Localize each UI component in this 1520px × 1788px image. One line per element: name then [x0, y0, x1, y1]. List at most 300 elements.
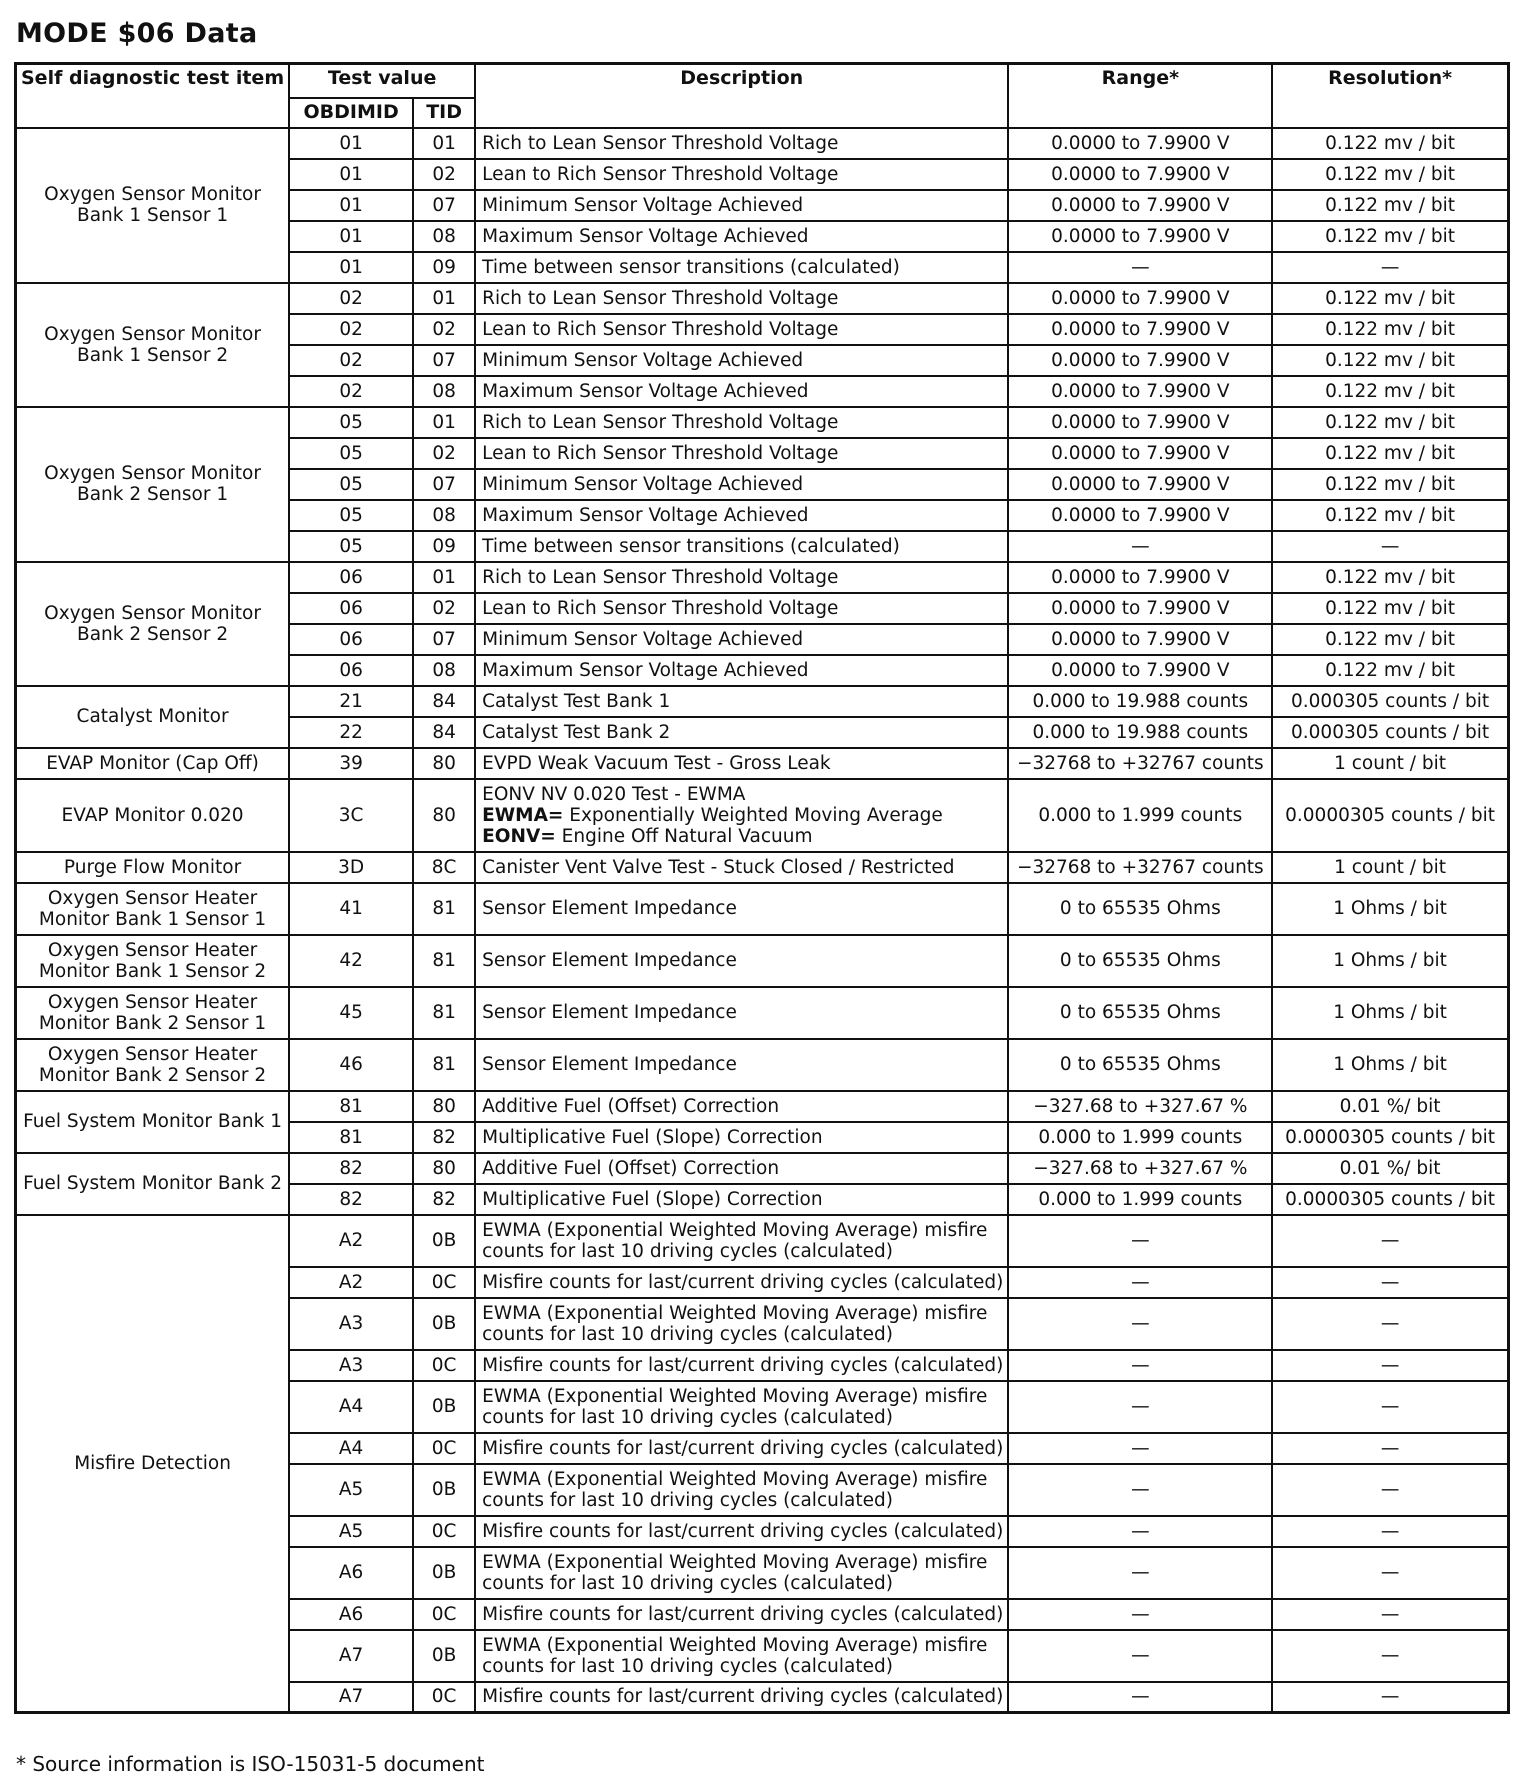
description-cell: [475, 779, 1008, 852]
tid-cell: 07: [413, 345, 475, 376]
test-item-name: Oxygen Sensor Heater Monitor Bank 1 Sensor 1: [16, 883, 290, 935]
description-cell: [475, 252, 1008, 283]
range-cell: 0.0000 to 7.9900 V: [1008, 500, 1272, 531]
description-cell: [475, 1464, 1008, 1516]
resolution-cell: 0.122 mv / bit: [1272, 562, 1508, 593]
tid-cell: 0C: [413, 1350, 475, 1381]
range-cell: 0 to 65535 Ohms: [1008, 935, 1272, 987]
description-text: Additive Fuel (Offset) Correction: [482, 1157, 780, 1179]
obdmid-cell: 02: [289, 345, 413, 376]
resolution-cell: 0.000305 counts / bit: [1272, 686, 1508, 717]
range-cell: —: [1008, 252, 1272, 283]
resolution-cell: —: [1272, 1516, 1508, 1547]
description-cell: [475, 1547, 1008, 1599]
table-row: [16, 987, 1509, 1039]
tid-cell: 0C: [413, 1682, 475, 1713]
obdmid-cell: 41: [289, 883, 413, 935]
resolution-cell: —: [1272, 1350, 1508, 1381]
description-text: EWMA (Exponential Weighted Moving Average) misfire: [482, 1219, 988, 1241]
test-item-name: Oxygen Sensor Heater Monitor Bank 1 Sensor 2: [16, 935, 290, 987]
tid-cell: 08: [413, 655, 475, 686]
table-row: [16, 128, 1509, 159]
description-text: EWMA (Exponential Weighted Moving Average) misfire: [482, 1551, 988, 1573]
obdmid-cell: 05: [289, 469, 413, 500]
header-range: Range*: [1008, 64, 1272, 128]
description-text: Sensor Element Impedance: [482, 898, 737, 919]
description-text: Time between sensor transitions (calculated): [482, 535, 900, 557]
tid-cell: 02: [413, 159, 475, 190]
description-text: Misfire counts for last/current driving cycles (calculated): [482, 1271, 1004, 1293]
description-text: EWMA (Exponential Weighted Moving Average) misfire: [482, 1302, 988, 1324]
test-group: [16, 686, 1509, 748]
range-cell: —: [1008, 1682, 1272, 1713]
description-cell: [475, 531, 1008, 562]
description-cell: [475, 376, 1008, 407]
description-text: Maximum Sensor Voltage Achieved: [482, 380, 809, 402]
tid-cell: 81: [413, 987, 475, 1039]
obdmid-cell: 02: [289, 376, 413, 407]
tid-cell: 0B: [413, 1381, 475, 1433]
range-cell: —: [1008, 1381, 1272, 1433]
resolution-cell: —: [1272, 1682, 1508, 1713]
tid-cell: 0C: [413, 1599, 475, 1630]
range-cell: —: [1008, 1215, 1272, 1267]
table-row: [16, 883, 1509, 935]
obdmid-cell: A6: [289, 1599, 413, 1630]
description-cell: [475, 190, 1008, 221]
obdmid-cell: 01: [289, 190, 413, 221]
range-cell: —: [1008, 1464, 1272, 1516]
resolution-cell: 0.122 mv / bit: [1272, 283, 1508, 314]
tid-cell: 80: [413, 748, 475, 779]
test-group: [16, 1153, 1509, 1215]
resolution-cell: 0.122 mv / bit: [1272, 159, 1508, 190]
description-cell: [475, 686, 1008, 717]
tid-cell: 80: [413, 1091, 475, 1122]
test-group: [16, 935, 1509, 987]
note-text: Exponentially Weighted Moving Average: [563, 804, 943, 826]
obdmid-cell: 21: [289, 686, 413, 717]
resolution-cell: 0.122 mv / bit: [1272, 500, 1508, 531]
description-cell: [475, 1350, 1008, 1381]
range-cell: —: [1008, 1599, 1272, 1630]
description-text: Sensor Element Impedance: [482, 950, 737, 971]
tid-cell: 84: [413, 686, 475, 717]
description-text: Multiplicative Fuel (Slope) Correction: [482, 1188, 823, 1210]
resolution-cell: —: [1272, 1464, 1508, 1516]
description-text: Minimum Sensor Voltage Achieved: [482, 194, 804, 216]
test-item-name: Fuel System Monitor Bank 1: [16, 1091, 290, 1153]
description-cell: [475, 438, 1008, 469]
tid-cell: 80: [413, 1153, 475, 1184]
tid-cell: 82: [413, 1122, 475, 1153]
tid-cell: 0C: [413, 1516, 475, 1547]
range-cell: —: [1008, 1433, 1272, 1464]
description-text: EVPD Weak Vacuum Test - Gross Leak: [482, 752, 831, 774]
range-cell: —: [1008, 1547, 1272, 1599]
tid-cell: 02: [413, 593, 475, 624]
range-cell: 0.0000 to 7.9900 V: [1008, 624, 1272, 655]
description-cell: [475, 1122, 1008, 1153]
obdmid-cell: 46: [289, 1039, 413, 1091]
header-obdmid: OBDIMID: [289, 98, 413, 128]
mode-06-data-table: [14, 62, 1510, 1714]
tid-cell: 07: [413, 469, 475, 500]
table-row: [16, 779, 1509, 852]
description-text: Minimum Sensor Voltage Achieved: [482, 473, 804, 495]
obdmid-cell: A2: [289, 1267, 413, 1298]
resolution-cell: 0.000305 counts / bit: [1272, 717, 1508, 748]
description-cell: [475, 1091, 1008, 1122]
description-text: Misfire counts for last/current driving cycles (calculated): [482, 1520, 1004, 1542]
header-tid: TID: [413, 98, 475, 128]
tid-cell: 0C: [413, 1433, 475, 1464]
tid-cell: 09: [413, 252, 475, 283]
resolution-cell: 0.122 mv / bit: [1272, 407, 1508, 438]
range-cell: 0.000 to 19.988 counts: [1008, 717, 1272, 748]
description-text-line-2: counts for last 10 driving cycles (calculated): [482, 1572, 893, 1594]
description-text: Lean to Rich Sensor Threshold Voltage: [482, 442, 839, 464]
tid-cell: 07: [413, 190, 475, 221]
description-text: Canister Vent Valve Test - Stuck Closed / Restricted: [482, 856, 955, 878]
obdmid-cell: A3: [289, 1350, 413, 1381]
resolution-cell: 0.122 mv / bit: [1272, 376, 1508, 407]
test-item-name: Oxygen Sensor Heater Monitor Bank 2 Sensor 1: [16, 987, 290, 1039]
description-cell: [475, 883, 1008, 935]
resolution-cell: 0.0000305 counts / bit: [1272, 779, 1508, 852]
test-group: [16, 128, 1509, 283]
tid-cell: 02: [413, 314, 475, 345]
tid-cell: 0B: [413, 1215, 475, 1267]
header-resolution: Resolution*: [1272, 64, 1508, 128]
test-group: [16, 1215, 1509, 1713]
test-item-name: Catalyst Monitor: [16, 686, 290, 748]
table-row: [16, 935, 1509, 987]
tid-cell: 0B: [413, 1547, 475, 1599]
resolution-cell: —: [1272, 1547, 1508, 1599]
description-cell: [475, 624, 1008, 655]
test-item-name: EVAP Monitor (Cap Off): [16, 748, 290, 779]
obdmid-cell: 05: [289, 500, 413, 531]
tid-cell: 0C: [413, 1267, 475, 1298]
resolution-cell: 0.122 mv / bit: [1272, 314, 1508, 345]
resolution-cell: 1 count / bit: [1272, 748, 1508, 779]
table-row: [16, 748, 1509, 779]
resolution-cell: 1 Ohms / bit: [1272, 987, 1508, 1039]
tid-cell: 81: [413, 883, 475, 935]
obdmid-cell: A5: [289, 1464, 413, 1516]
description-cell: [475, 1516, 1008, 1547]
test-item-name: Oxygen Sensor Monitor Bank 2 Sensor 2: [16, 562, 290, 686]
description-text-line-2: counts for last 10 driving cycles (calculated): [482, 1489, 893, 1511]
range-cell: 0.0000 to 7.9900 V: [1008, 314, 1272, 345]
test-item-name: Oxygen Sensor Monitor Bank 1 Sensor 1: [16, 128, 290, 283]
test-group: [16, 1091, 1509, 1153]
description-cell: [475, 1298, 1008, 1350]
description-text: Rich to Lean Sensor Threshold Voltage: [482, 287, 839, 309]
resolution-cell: —: [1272, 1215, 1508, 1267]
description-cell: [475, 221, 1008, 252]
resolution-cell: 1 count / bit: [1272, 852, 1508, 883]
description-text: EONV NV 0.020 Test - EWMA: [482, 783, 746, 805]
description-text: Lean to Rich Sensor Threshold Voltage: [482, 318, 839, 340]
description-cell: [475, 1267, 1008, 1298]
description-note: [482, 805, 1003, 826]
test-item-name: Oxygen Sensor Heater Monitor Bank 2 Sensor 2: [16, 1039, 290, 1091]
obdmid-cell: 3D: [289, 852, 413, 883]
obdmid-cell: 06: [289, 624, 413, 655]
header-item: Self diagnostic test item: [16, 64, 290, 128]
tid-cell: 08: [413, 500, 475, 531]
test-item-name: Misfire Detection: [16, 1215, 290, 1713]
range-cell: —: [1008, 1630, 1272, 1682]
range-cell: —: [1008, 531, 1272, 562]
tid-cell: 01: [413, 128, 475, 159]
obdmid-cell: 81: [289, 1122, 413, 1153]
resolution-cell: —: [1272, 1433, 1508, 1464]
resolution-cell: 0.122 mv / bit: [1272, 190, 1508, 221]
description-text: Maximum Sensor Voltage Achieved: [482, 504, 809, 526]
range-cell: 0 to 65535 Ohms: [1008, 1039, 1272, 1091]
note-term: EONV=: [482, 825, 556, 847]
obdmid-cell: 82: [289, 1184, 413, 1215]
description-text: Misfire counts for last/current driving cycles (calculated): [482, 1437, 1004, 1459]
description-cell: [475, 1630, 1008, 1682]
range-cell: 0.0000 to 7.9900 V: [1008, 221, 1272, 252]
description-cell: [475, 562, 1008, 593]
tid-cell: 01: [413, 283, 475, 314]
test-group: [16, 748, 1509, 779]
resolution-cell: —: [1272, 1267, 1508, 1298]
range-cell: 0.0000 to 7.9900 V: [1008, 593, 1272, 624]
description-text-line-2: counts for last 10 driving cycles (calculated): [482, 1240, 893, 1262]
obdmid-cell: 3C: [289, 779, 413, 852]
resolution-cell: 0.01 %/ bit: [1272, 1153, 1508, 1184]
description-text: Rich to Lean Sensor Threshold Voltage: [482, 411, 839, 433]
test-item-name: Oxygen Sensor Monitor Bank 2 Sensor 1: [16, 407, 290, 562]
description-cell: [475, 593, 1008, 624]
description-text: Misfire counts for last/current driving cycles (calculated): [482, 1603, 1004, 1625]
description-cell: [475, 655, 1008, 686]
obdmid-cell: 42: [289, 935, 413, 987]
description-text-line-2: counts for last 10 driving cycles (calculated): [482, 1323, 893, 1345]
tid-cell: 84: [413, 717, 475, 748]
description-text: EWMA (Exponential Weighted Moving Average) misfire: [482, 1468, 988, 1490]
range-cell: 0.0000 to 7.9900 V: [1008, 469, 1272, 500]
range-cell: 0.000 to 1.999 counts: [1008, 1122, 1272, 1153]
description-text: Catalyst Test Bank 1: [482, 690, 671, 712]
description-text: Minimum Sensor Voltage Achieved: [482, 628, 804, 650]
description-cell: [475, 1381, 1008, 1433]
range-cell: 0 to 65535 Ohms: [1008, 883, 1272, 935]
range-cell: 0.0000 to 7.9900 V: [1008, 562, 1272, 593]
test-group: [16, 407, 1509, 562]
resolution-cell: —: [1272, 1599, 1508, 1630]
test-item-name: Oxygen Sensor Monitor Bank 1 Sensor 2: [16, 283, 290, 407]
obdmid-cell: 06: [289, 593, 413, 624]
description-cell: [475, 717, 1008, 748]
page-title: MODE $06 Data: [16, 18, 258, 49]
table-row: [16, 1215, 1509, 1267]
description-cell: [475, 407, 1008, 438]
tid-cell: 08: [413, 376, 475, 407]
description-cell: [475, 1153, 1008, 1184]
table-row: [16, 562, 1509, 593]
range-cell: 0.000 to 1.999 counts: [1008, 1184, 1272, 1215]
resolution-cell: 0.122 mv / bit: [1272, 624, 1508, 655]
description-cell: [475, 345, 1008, 376]
table-row: [16, 686, 1509, 717]
range-cell: −327.68 to +327.67 %: [1008, 1153, 1272, 1184]
range-cell: 0.0000 to 7.9900 V: [1008, 345, 1272, 376]
tid-cell: 01: [413, 562, 475, 593]
obdmid-cell: A4: [289, 1381, 413, 1433]
description-text: EWMA (Exponential Weighted Moving Average) misfire: [482, 1385, 988, 1407]
obdmid-cell: 39: [289, 748, 413, 779]
range-cell: −32768 to +32767 counts: [1008, 748, 1272, 779]
tid-cell: 09: [413, 531, 475, 562]
resolution-cell: 0.0000305 counts / bit: [1272, 1184, 1508, 1215]
range-cell: −327.68 to +327.67 %: [1008, 1091, 1272, 1122]
range-cell: 0.0000 to 7.9900 V: [1008, 376, 1272, 407]
range-cell: —: [1008, 1267, 1272, 1298]
description-text: Lean to Rich Sensor Threshold Voltage: [482, 597, 839, 619]
description-cell: [475, 935, 1008, 987]
test-group: [16, 852, 1509, 883]
resolution-cell: 0.122 mv / bit: [1272, 438, 1508, 469]
description-cell: [475, 987, 1008, 1039]
obdmid-cell: 45: [289, 987, 413, 1039]
test-group: [16, 779, 1509, 852]
description-text: Sensor Element Impedance: [482, 1002, 737, 1023]
description-cell: [475, 1039, 1008, 1091]
description-cell: [475, 128, 1008, 159]
obdmid-cell: 06: [289, 562, 413, 593]
description-text: Misfire counts for last/current driving cycles (calculated): [482, 1354, 1004, 1376]
obdmid-cell: A7: [289, 1682, 413, 1713]
obdmid-cell: 05: [289, 531, 413, 562]
table-row: [16, 1039, 1509, 1091]
table-row: [16, 283, 1509, 314]
description-cell: [475, 1215, 1008, 1267]
range-cell: 0.0000 to 7.9900 V: [1008, 283, 1272, 314]
obdmid-cell: A3: [289, 1298, 413, 1350]
tid-cell: 07: [413, 624, 475, 655]
tid-cell: 08: [413, 221, 475, 252]
footnote: * Source information is ISO-15031-5 document: [16, 1752, 485, 1776]
range-cell: 0.0000 to 7.9900 V: [1008, 128, 1272, 159]
header-test-value: Test value: [289, 64, 475, 98]
resolution-cell: 0.122 mv / bit: [1272, 655, 1508, 686]
obdmid-cell: 81: [289, 1091, 413, 1122]
description-text: Rich to Lean Sensor Threshold Voltage: [482, 132, 839, 154]
resolution-cell: —: [1272, 252, 1508, 283]
range-cell: 0 to 65535 Ohms: [1008, 987, 1272, 1039]
tid-cell: 01: [413, 407, 475, 438]
description-text: Maximum Sensor Voltage Achieved: [482, 659, 809, 681]
description-text: Lean to Rich Sensor Threshold Voltage: [482, 163, 839, 185]
table-row: [16, 852, 1509, 883]
description-cell: [475, 1433, 1008, 1464]
range-cell: 0.0000 to 7.9900 V: [1008, 190, 1272, 221]
obdmid-cell: 01: [289, 128, 413, 159]
test-group: [16, 562, 1509, 686]
resolution-cell: —: [1272, 1630, 1508, 1682]
obdmid-cell: 05: [289, 438, 413, 469]
obdmid-cell: A2: [289, 1215, 413, 1267]
obdmid-cell: 01: [289, 252, 413, 283]
range-cell: 0.000 to 1.999 counts: [1008, 779, 1272, 852]
description-cell: [475, 1184, 1008, 1215]
description-cell: [475, 500, 1008, 531]
description-text: Rich to Lean Sensor Threshold Voltage: [482, 566, 839, 588]
description-text: Additive Fuel (Offset) Correction: [482, 1095, 780, 1117]
obdmid-cell: 01: [289, 159, 413, 190]
note-term: EWMA=: [482, 804, 564, 826]
test-group: [16, 883, 1509, 935]
tid-cell: 81: [413, 1039, 475, 1091]
resolution-cell: —: [1272, 1298, 1508, 1350]
obdmid-cell: 02: [289, 314, 413, 345]
range-cell: −32768 to +32767 counts: [1008, 852, 1272, 883]
description-cell: [475, 283, 1008, 314]
obdmid-cell: A4: [289, 1433, 413, 1464]
resolution-cell: 0.0000305 counts / bit: [1272, 1122, 1508, 1153]
obdmid-cell: 22: [289, 717, 413, 748]
test-group: [16, 1039, 1509, 1091]
table-row: [16, 407, 1509, 438]
description-cell: [475, 748, 1008, 779]
test-item-name: Fuel System Monitor Bank 2: [16, 1153, 290, 1215]
test-group: [16, 987, 1509, 1039]
description-text: Sensor Element Impedance: [482, 1054, 737, 1075]
range-cell: —: [1008, 1516, 1272, 1547]
test-item-name: Purge Flow Monitor: [16, 852, 290, 883]
description-text: Time between sensor transitions (calculated): [482, 256, 900, 278]
range-cell: 0.0000 to 7.9900 V: [1008, 655, 1272, 686]
range-cell: 0.0000 to 7.9900 V: [1008, 407, 1272, 438]
tid-cell: 0B: [413, 1298, 475, 1350]
tid-cell: 8C: [413, 852, 475, 883]
tid-cell: 0B: [413, 1630, 475, 1682]
description-cell: [475, 1682, 1008, 1713]
description-cell: [475, 469, 1008, 500]
table-row: [16, 1091, 1509, 1122]
tid-cell: 0B: [413, 1464, 475, 1516]
tid-cell: 82: [413, 1184, 475, 1215]
resolution-cell: 0.122 mv / bit: [1272, 345, 1508, 376]
resolution-cell: —: [1272, 1381, 1508, 1433]
table-row: [16, 1153, 1509, 1184]
resolution-cell: 0.01 %/ bit: [1272, 1091, 1508, 1122]
test-item-name: EVAP Monitor 0.020: [16, 779, 290, 852]
range-cell: 0.0000 to 7.9900 V: [1008, 438, 1272, 469]
tid-cell: 80: [413, 779, 475, 852]
tid-cell: 81: [413, 935, 475, 987]
description-text-line-2: counts for last 10 driving cycles (calculated): [482, 1655, 893, 1677]
resolution-cell: 0.122 mv / bit: [1272, 593, 1508, 624]
test-group: [16, 283, 1509, 407]
resolution-cell: —: [1272, 531, 1508, 562]
description-cell: [475, 1599, 1008, 1630]
range-cell: —: [1008, 1298, 1272, 1350]
resolution-cell: 1 Ohms / bit: [1272, 883, 1508, 935]
obdmid-cell: 02: [289, 283, 413, 314]
description-text: Misfire counts for last/current driving cycles (calculated): [482, 1686, 1004, 1708]
resolution-cell: 0.122 mv / bit: [1272, 128, 1508, 159]
obdmid-cell: A6: [289, 1547, 413, 1599]
obdmid-cell: 06: [289, 655, 413, 686]
